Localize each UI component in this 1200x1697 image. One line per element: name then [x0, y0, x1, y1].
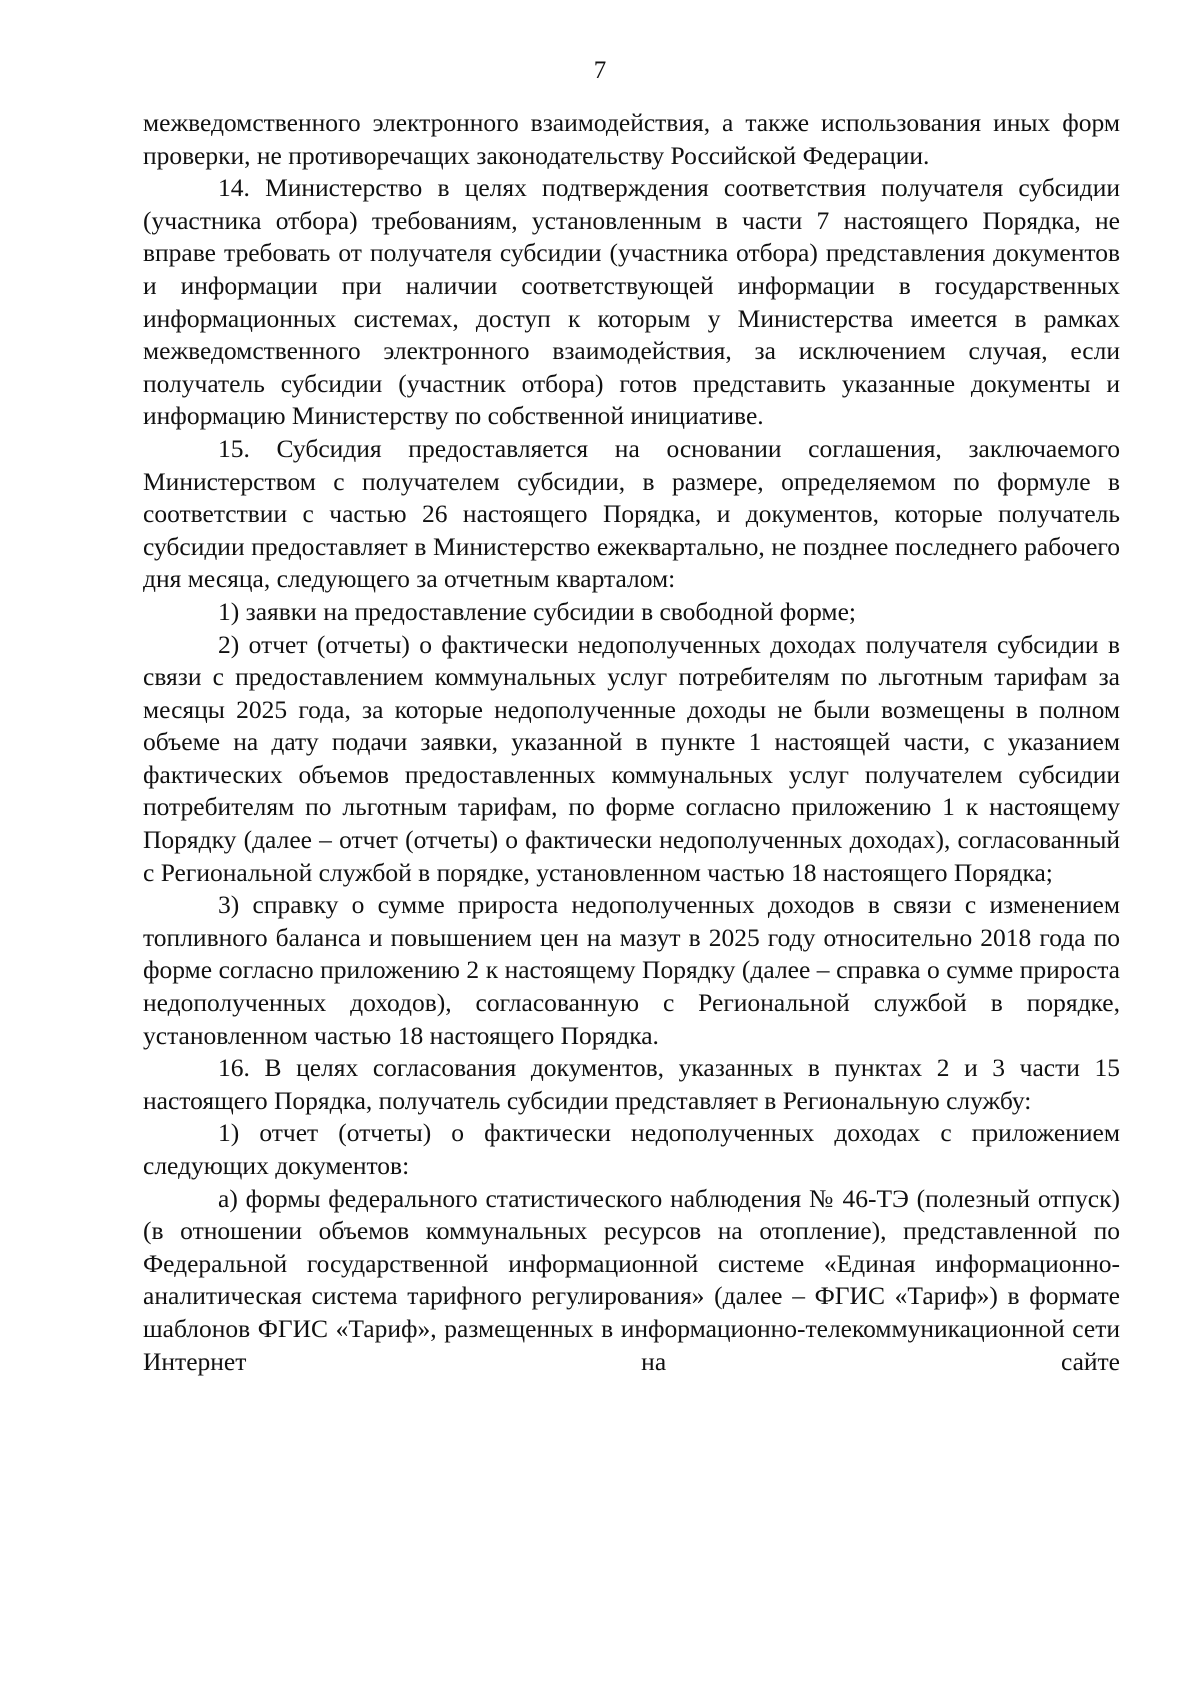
paragraph-item-16-1-a: а) формы федерального статистического наблюдения № 46-ТЭ (полезный отпуск) (в отношении объемов коммунальных ресурсов на отопление), представленной по Федеральной государственной информационной системе «Единая информационно-аналитическая система тарифного регулирования» (далее – ФГИС «Тариф») в формате шаблонов ФГИС «Тариф», размещенных в информационно-телекоммуникационной сети Интернет на сайте — [143, 1183, 1120, 1376]
document-body — [143, 107, 1120, 1378]
paragraph-item-16-1: 1) отчет (отчеты) о фактически недополученных доходах с приложением следующих документов: — [143, 1118, 1120, 1180]
paragraph-item-15: 15. Субсидия предоставляется на основании соглашения, заключаемого Министерством с получателем субсидии, в размере, определяемом по формуле в соответствии с частью 26 настоящего Порядка, и документов, которые получатель субсидии предоставляет в Министерство ежеквартально, не позднее последнего рабочего дня месяца, следующего за отчетным кварталом: — [143, 433, 1120, 594]
page-number: 7 — [593, 57, 607, 84]
paragraph-continuation: межведомственного электронного взаимодействия, а также использования иных форм проверки, не противоречащих законодательству Российской Федерации. — [143, 108, 1120, 170]
paragraph-item-14: 14. Министерство в целях подтверждения соответствия получателя субсидии (участника отбора) требованиям, установленным в части 7 настоящего Порядка, не вправе требовать от получателя субсидии (участника отбора) представления документов и информации при наличии соответствующей информации в государственных информационных системах, доступ к которым у Министерства имеется в рамках межведомственного электронного взаимодействия, за исключением случая, если получатель субсидии (участник отбора) готов представить указанные документы и информацию Министерству по собственной инициативе. — [143, 173, 1120, 431]
paragraph-item-16: 16. В целях согласования документов, указанных в пунктах 2 и 3 части 15 настоящего Порядка, получатель субсидии представляет в Региональную службу: — [143, 1053, 1120, 1115]
paragraph-item-15-2: 2) отчет (отчеты) о фактически недополученных доходах получателя субсидии в связи с предоставлением коммунальных услуг потребителям по льготным тарифам за месяцы 2025 года, за которые недополученные доходы не были возмещены в полном объеме на дату подачи заявки, указанной в пункте 1 настоящей части, с указанием фактических объемов предоставленных коммунальных услуг получателем субсидии потребителям по льготным тарифам, по форме согласно приложению 1 к настоящему Порядку (далее – отчет (отчеты) о фактически недополученных доходах), согласованный с Региональной службой в порядке, установленном частью 18 настоящего Порядка; — [143, 629, 1120, 887]
paragraph-item-15-3: 3) справку о сумме прироста недополученных доходов в связи с изменением топливного баланса и повышением цен на мазут в 2025 году относительно 2018 года по форме согласно приложению 2 к настоящему Порядку (далее – справка о сумме прироста недополученных доходов), согласованную с Региональной службой в порядке, установленном частью 18 настоящего Порядка. — [143, 890, 1120, 1050]
paragraph-item-15-1: 1) заявки на предоставление субсидии в свободной форме; — [218, 596, 856, 626]
